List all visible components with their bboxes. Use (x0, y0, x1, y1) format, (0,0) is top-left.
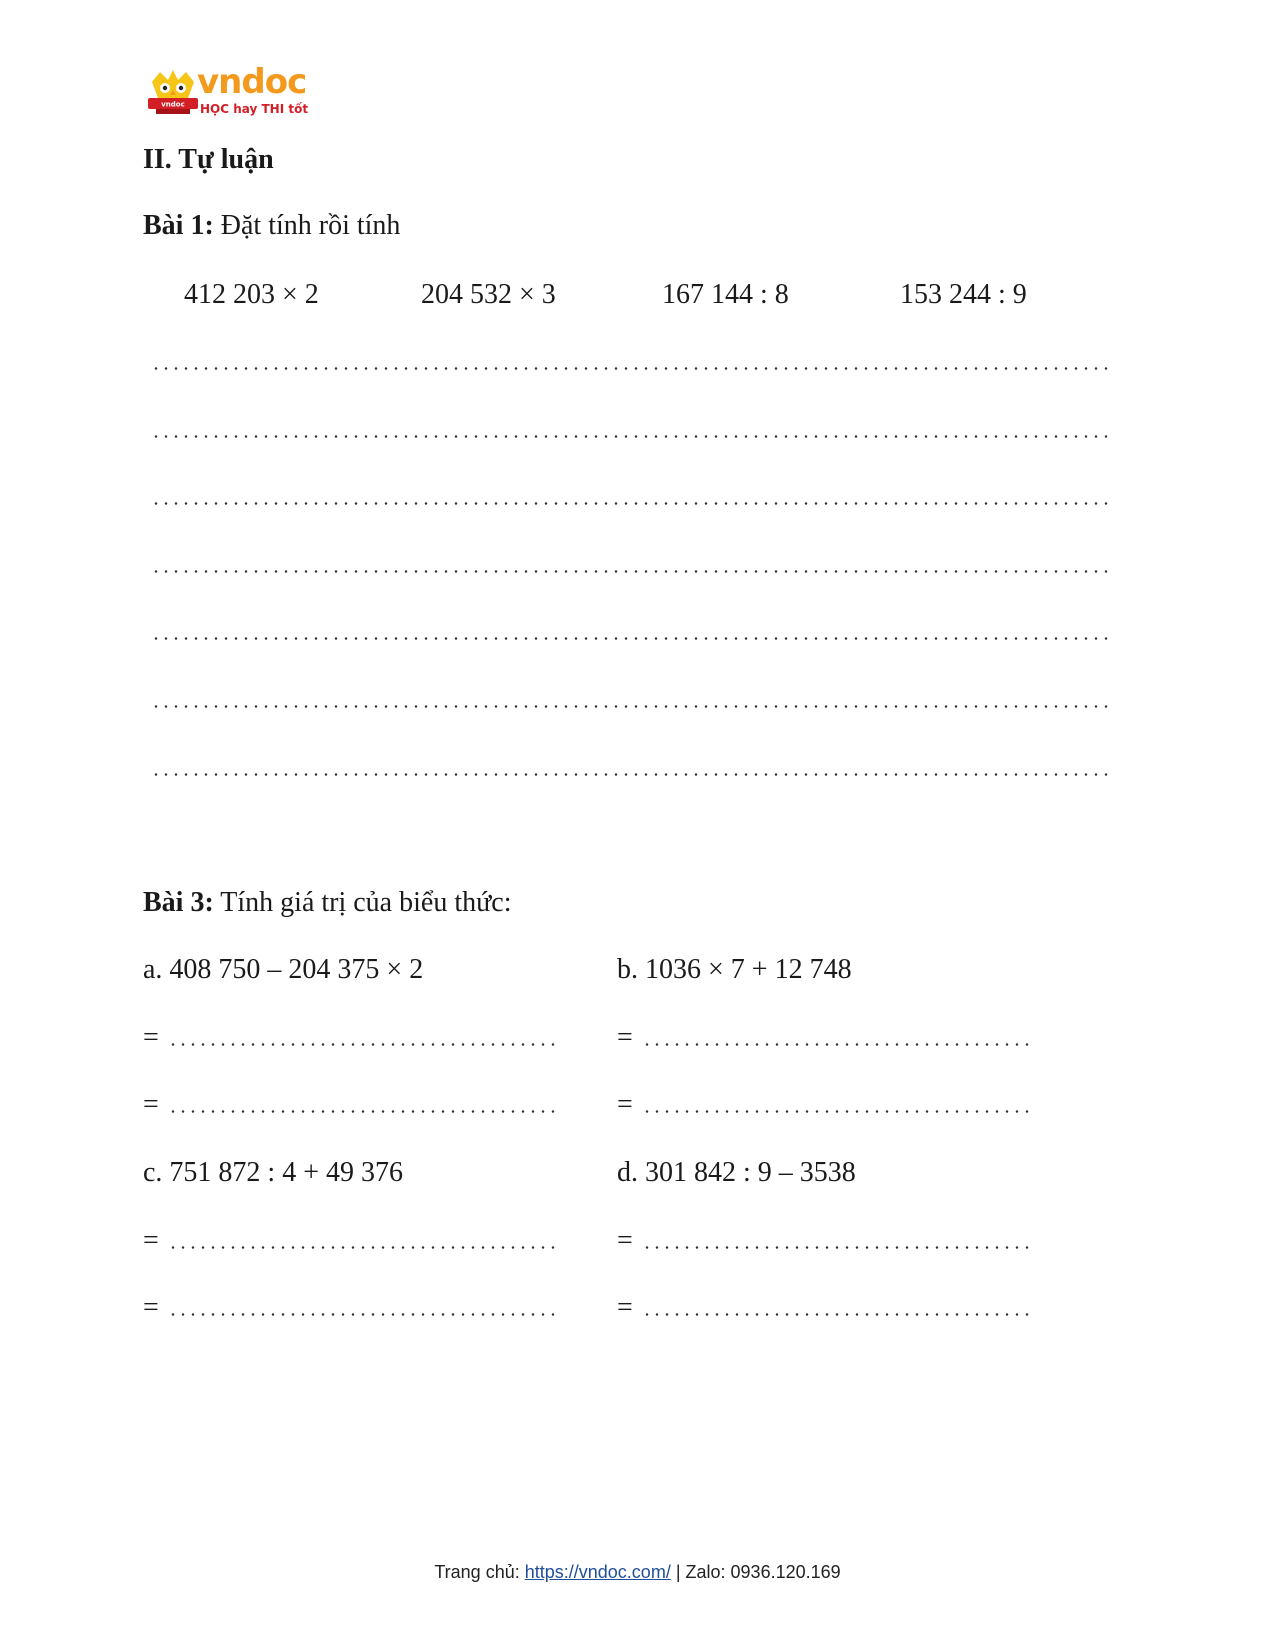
bai3-expr-c: c. 751 872 : 4 + 49 376 (143, 1157, 403, 1188)
footer-zalo: | Zalo: 0936.120.169 (675, 1562, 841, 1582)
answer-line[interactable] (642, 1110, 1032, 1114)
answer-line[interactable] (151, 637, 1110, 641)
equals-sign: = (143, 1089, 159, 1120)
answer-line[interactable] (642, 1043, 1032, 1047)
answer-line[interactable] (168, 1043, 558, 1047)
svg-text:vndoc: vndoc (161, 100, 185, 109)
bai1-instruction: Đặt tính rồi tính (220, 210, 401, 241)
homepage-link[interactable]: https://vndoc.com/ (524, 1562, 671, 1582)
answer-line[interactable] (642, 1246, 1032, 1250)
equals-sign: = (143, 1225, 159, 1256)
equals-sign: = (143, 1292, 159, 1323)
bai1-title (143, 212, 400, 240)
equals-sign: = (143, 1022, 159, 1053)
bai3-label: Bài 3: (143, 887, 214, 918)
bai1-expr-1: 412 203 × 2 (184, 279, 319, 310)
footer-prefix: Trang chủ: (434, 1562, 520, 1582)
bai1-expr-4: 153 244 : 9 (900, 279, 1027, 310)
answer-line[interactable] (151, 705, 1110, 709)
bai3-expr-a: a. 408 750 – 204 375 × 2 (143, 954, 424, 985)
answer-line[interactable] (168, 1313, 558, 1317)
equals-sign: = (617, 1292, 633, 1323)
page-footer (0, 1562, 1275, 1583)
bai3-instruction: Tính giá trị của biểu thức: (220, 887, 512, 918)
answer-line[interactable] (151, 773, 1110, 777)
equals-sign: = (617, 1089, 633, 1120)
vndoc-logo[interactable] (148, 62, 309, 118)
bai3-expr-d: d. 301 842 : 9 – 3538 (617, 1157, 856, 1188)
answer-line[interactable] (168, 1246, 558, 1250)
bai1-label: Bài 1: (143, 210, 214, 241)
answer-line[interactable] (642, 1313, 1032, 1317)
equals-sign: = (617, 1022, 633, 1053)
answer-line[interactable] (151, 570, 1110, 574)
answer-line[interactable] (168, 1110, 558, 1114)
bai3-expr-b: b. 1036 × 7 + 12 748 (617, 954, 852, 985)
answer-line[interactable] (151, 435, 1110, 439)
answer-line[interactable] (151, 367, 1110, 371)
answer-line[interactable] (151, 502, 1110, 506)
logo-brand: vndoc (197, 62, 307, 102)
bai1-expr-2: 204 532 × 3 (421, 279, 556, 310)
owl-mascot-icon (148, 68, 198, 118)
bai3-title (143, 889, 511, 917)
section-heading: II. Tự luận (143, 144, 274, 175)
equals-sign: = (617, 1225, 633, 1256)
bai1-expr-3: 167 144 : 8 (662, 279, 789, 310)
logo-slogan: HỌC hay THI tốt (200, 102, 309, 116)
